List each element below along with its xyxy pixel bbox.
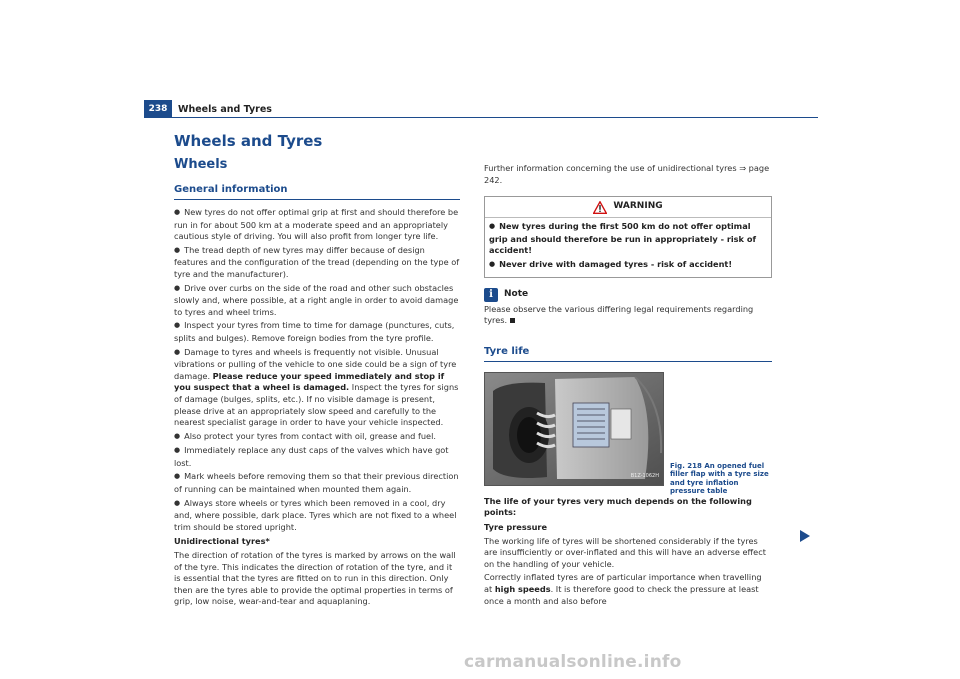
bullet-item: ● The tread depth of new tyres may differ because of design features and the configuration of the tread (depending on the type of tyre and the manufacturer).: [174, 245, 460, 281]
pressure-heading: Tyre pressure: [484, 521, 548, 532]
chapter-title: Wheels and Tyres: [174, 132, 323, 150]
bullet-item: ● Always store wheels or tyres which been removed in a cool, dry and, where possible, dark place. Tyres which are not fixed to a wheel trim should be stored upright.: [174, 498, 460, 534]
figure-code: B1Z-1062H: [630, 473, 659, 480]
fuel-flap-illustration: [485, 373, 663, 485]
bullet-item: ● Mark wheels before removing them so that their previous direction of running can be maintained when mounted them again.: [174, 471, 460, 495]
bullet-item: ● New tyres do not offer optimal grip at first and should therefore be run in for about 500 km at a moderate speed and an appropriately cautious style of driving. You will also profit from longer tyre life.: [174, 207, 460, 243]
warning-triangle-icon: [593, 201, 607, 214]
next-page-arrow-icon[interactable]: [800, 530, 810, 542]
pressure-text: The working life of tyres will be shortened considerably if the tyres are insufficiently or over-inflated and this will have an adverse effect on the handling of your vehicle.: [484, 535, 766, 569]
tyre-life-title: Tyre life: [484, 345, 772, 362]
fuel-flap-image: [484, 372, 664, 486]
figure-caption: Fig. 218 An opened fuel filler flap with a tyre size and tyre inflation pressure table: [670, 461, 769, 496]
warning-title: WARNING: [613, 201, 663, 212]
warning-item: ● Never drive with damaged tyres - risk of accident!: [489, 259, 767, 272]
section-title: Wheels: [174, 157, 228, 172]
watermark: carmanualsonline.info: [464, 652, 682, 672]
right-column: [484, 163, 772, 609]
pressure-text-2: Correctly inflated tyres are of particular importance when travelling at high speeds. It is therefore good to check the pressure at least once a month and also before: [484, 572, 762, 606]
further-info: Further information concerning the use of unidirectional tyres ⇒ page 242.: [484, 163, 770, 185]
warning-item: ● New tyres during the first 500 km do not offer optimal grip and should therefore be run in appropriately - risk of accident!: [489, 221, 767, 257]
note-title: Note: [504, 288, 529, 299]
page-number: 238: [144, 100, 172, 117]
header-rule: [144, 117, 818, 118]
left-column: [174, 132, 460, 610]
end-mark-icon: [510, 318, 515, 323]
running-header: Wheels and Tyres: [178, 104, 272, 115]
bullet-item: ● Damage to tyres and wheels is frequently not visible. Unusual vibrations or pulling of the vehicle to one side could be a sign of tyre damage. Please reduce your speed immediately and stop if you suspect that a wheel is damaged. Inspect the tyres for signs of damage (bulges, splits, etc.). If no visible damage is present, please drive at an appropriately slow speed and carefully to the nearest specialist garage in order to have your vehicle inspected.: [174, 347, 460, 429]
bullet-item: ● Inspect your tyres from time to time for damage (punctures, cuts, splits and bulges). Remove foreign bodies from the tyre profile.: [174, 320, 460, 344]
warning-header: [485, 197, 771, 218]
unidirectional-heading: Unidirectional tyres*: [174, 536, 270, 547]
warning-box: [484, 196, 772, 277]
note-header: [484, 288, 772, 302]
info-icon: i: [484, 288, 498, 302]
figure: [484, 372, 772, 496]
bullet-item: ● Immediately replace any dust caps of the valves which have got lost.: [174, 445, 460, 469]
bullet-item: ● Drive over curbs on the side of the road and other such obstacles slowly and, where possible, at a right angle in order to avoid damage to tyres and wheel trims.: [174, 283, 460, 319]
bullet-item: ● Also protect your tyres from contact with oil, grease and fuel.: [174, 431, 460, 444]
subsection-title: General information: [174, 183, 460, 200]
life-intro: The life of your tyres very much depends on the following points:: [484, 495, 752, 518]
unidirectional-text: The direction of rotation of the tyres is marked by arrows on the wall of the tyre. This indicates the direction of rotation of the tyre, and it is essential that the tyres are fitted on to run in this direction. Only then are the tyres able to provide the optimal properties in terms of grip, low noise, wear-and-tear and aquaplaning.: [174, 550, 456, 607]
note-text: Please observe the various differing legal requirements regarding tyres.: [484, 303, 754, 326]
